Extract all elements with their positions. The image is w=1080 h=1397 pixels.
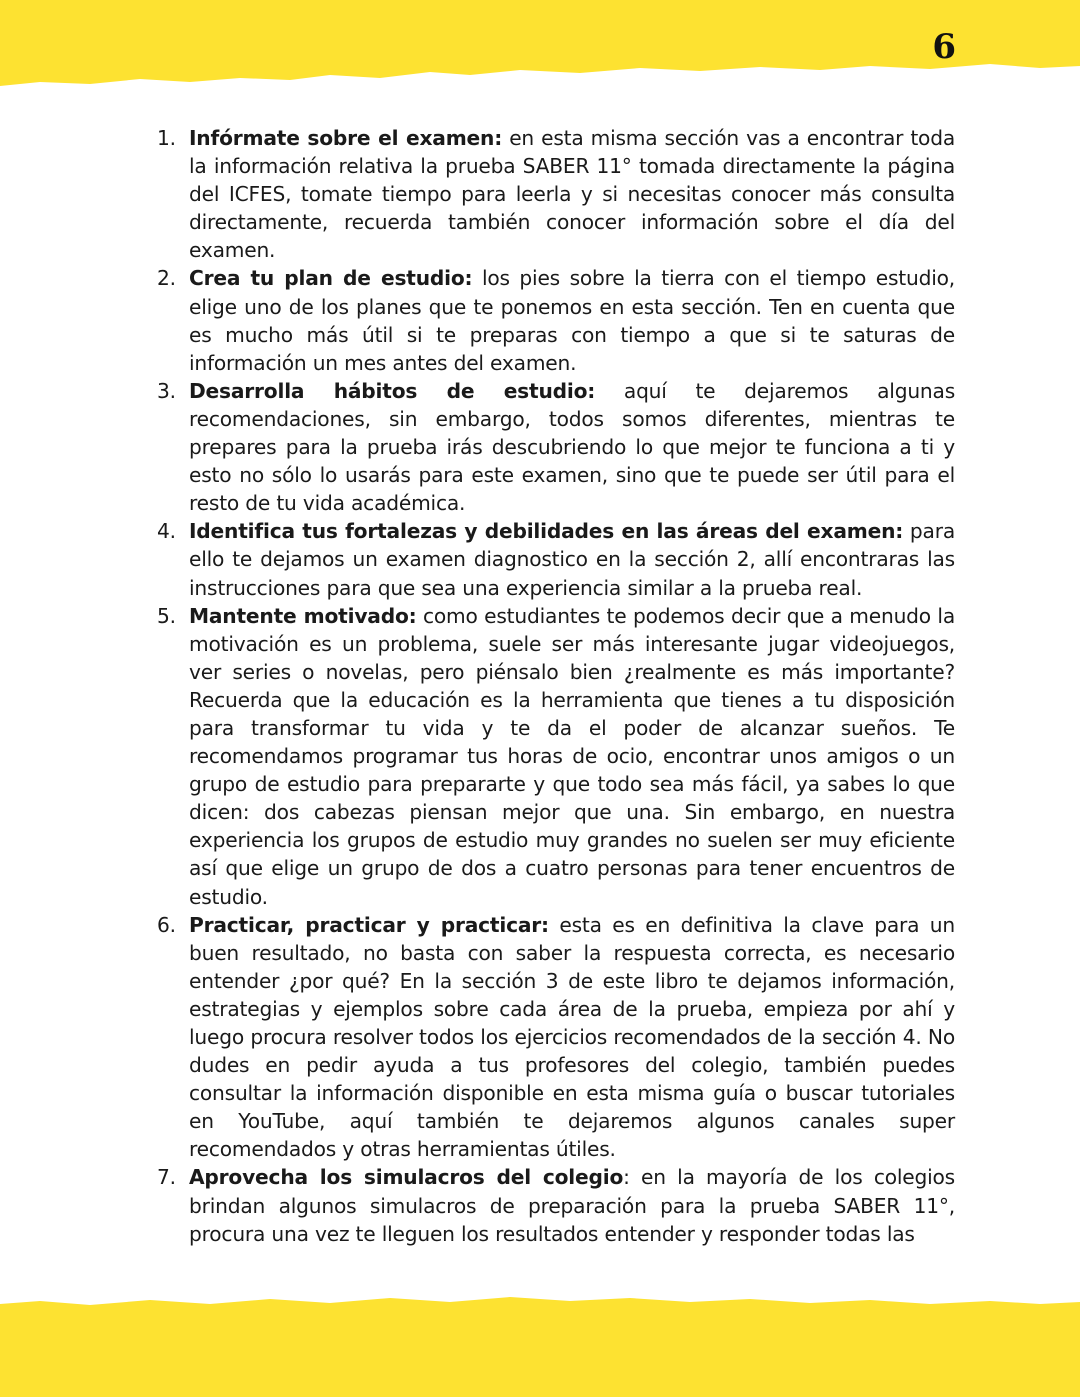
- item-number: 6.: [157, 912, 176, 937]
- bottom-yellow-band: [0, 1296, 1080, 1397]
- top-band-shape: [0, 0, 1080, 100]
- list-item: [150, 911, 955, 1164]
- item-text: como estudiantes te podemos decir que a menudo la motivación es un problema, suele ser más interesante jugar videojuegos, ver series o novelas, pero piénsalo bien ¿realmente es más importante? Recuerda que la educación es la herramienta que tienes a tu disposición para transformar tu vida y te da el poder de alcanzar sueños. Te recomendamos programar tus horas de ocio, encontrar unos amigos o un grupo de estudio para prepararte y que todo sea más fácil, ya sabes lo que dicen: dos cabezas piensan mejor que una. Sin embargo, en nuestra experiencia los grupos de estudio muy grandes no suelen ser muy eficiente así que elige un grupo de dos a cuatro personas para tener encuentros de estudio.: [189, 603, 955, 909]
- item-title: Infórmate sobre el examen:: [189, 126, 503, 150]
- item-number: 3.: [157, 378, 176, 403]
- item-title: Practicar, practicar y practicar:: [189, 912, 549, 937]
- item-text: esta es en definitiva la clave para un buen resultado, no basta con saber la respuesta correcta, es necesario entender ¿por qué? En la sección 3 de este libro te dejamos información, estrategias y ejemplos sobre cada área de la prueba, empieza por ahí y luego procura resolver todos los ejercicios recomendados de la sección 4. No dudes en pedir ayuda a tus profesores del colegio, también puedes consultar la información disponible en esta misma guía o buscar tutoriales en YouTube, aquí también te dejaremos algunos canales super recomendados y otras herramientas útiles.: [189, 912, 955, 1162]
- item-title: Identifica tus fortalezas y debilidades en las áreas del examen:: [189, 519, 904, 544]
- item-number: 2.: [157, 266, 176, 291]
- list-item: [150, 264, 955, 376]
- item-text: aquí te dejaremos algunas recomendaciones, sin embargo, todos somos diferentes, mientras te prepares para la prueba irás descubriendo lo que mejor te funciona a ti y esto no sólo lo usarás para este examen, sino que te puede ser útil para el resto de tu vida académica.: [189, 378, 956, 516]
- document-body: [150, 124, 955, 1248]
- item-title: Aprovecha los simulacros del colegio: [189, 1165, 624, 1190]
- item-number: 1.: [157, 126, 176, 150]
- list-item: [150, 602, 955, 911]
- item-text: los pies sobre la tierra con el tiempo estudio, elige uno de los planes que te ponemos en esta sección. Ten en cuenta que es mucho más útil si te preparas con tiempo a que si te saturas de información un mes antes del examen.: [189, 266, 955, 375]
- item-text: para ello te dejamos un examen diagnostico en la sección 2, allí encontraras las instrucciones para que sea una experiencia similar a la prueba real.: [189, 519, 955, 600]
- item-number: 4.: [157, 519, 176, 544]
- item-title: Crea tu plan de estudio:: [189, 266, 473, 291]
- item-number: 7.: [157, 1165, 176, 1190]
- item-title: Mantente motivado:: [189, 603, 417, 628]
- top-yellow-band: [0, 0, 1080, 100]
- item-number: 5.: [157, 603, 176, 628]
- item-title: Desarrolla hábitos de estudio:: [189, 378, 596, 403]
- study-steps-list: [150, 124, 955, 1248]
- list-item: [150, 124, 955, 264]
- page-number: 6: [932, 27, 956, 67]
- list-item: [150, 377, 955, 517]
- list-item: [150, 517, 955, 601]
- item-text: en esta misma sección vas a encontrar toda la información relativa la prueba SABER 11° tomada directamente la página del ICFES, tomate tiempo para leerla y si necesitas conocer más consulta directamente, recuerda también conocer información sobre el día del examen.: [189, 126, 955, 263]
- bottom-band-shape: [0, 1296, 1080, 1397]
- list-item: [150, 1163, 955, 1247]
- item-text: : en la mayoría de los colegios brindan algunos simulacros de preparación para la prueba SABER 11°, procura una vez te lleguen los resultados entender y responder todas las: [189, 1165, 955, 1246]
